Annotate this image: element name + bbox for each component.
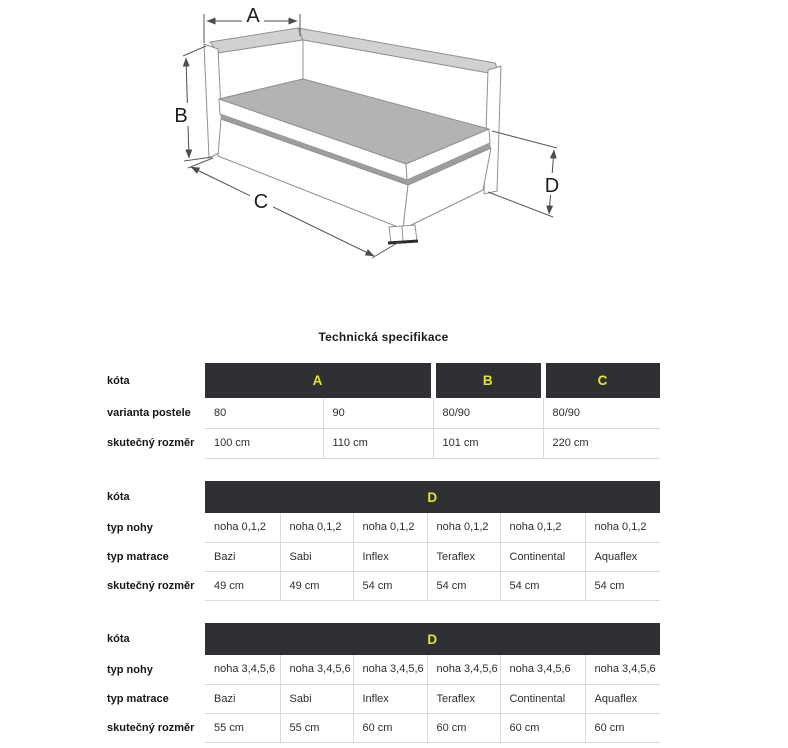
row-label-typ-matrace: typ matrace [107, 542, 205, 571]
front-leg-foot [388, 241, 418, 243]
table-cell: 54 cm [427, 571, 500, 600]
table-cell: noha 0,1,2 [585, 513, 660, 542]
table-cell: 55 cm [280, 713, 353, 742]
table-cell: 80/90 [433, 398, 543, 428]
table-cell: Sabi [280, 684, 353, 713]
table-cell: Aquaflex [585, 542, 660, 571]
table-cell: Continental [500, 684, 585, 713]
table-cell: Teraflex [427, 542, 500, 571]
table-cell: 60 cm [353, 713, 427, 742]
table-cell: 54 cm [353, 571, 427, 600]
bed-diagram-svg [0, 0, 788, 320]
table-row [107, 513, 660, 542]
dim-c-label: C [253, 191, 269, 213]
table-row [107, 713, 660, 742]
table-cell: 60 cm [427, 713, 500, 742]
dim-b-label: B [174, 105, 188, 127]
dim-d-ext-top [492, 131, 557, 148]
header-cell-b: B [433, 363, 543, 398]
table-cell: noha 0,1,2 [427, 513, 500, 542]
row-label-typ-nohy: typ nohy [107, 655, 205, 684]
table-cell: 80 [205, 398, 323, 428]
header-cell-d: D [205, 623, 660, 655]
spec-table-legs-high [107, 623, 660, 743]
table-cell: noha 3,4,5,6 [353, 655, 427, 684]
header-cell-d: D [205, 481, 660, 513]
row-label-typ-matrace: typ matrace [107, 684, 205, 713]
table-cell: 60 cm [500, 713, 585, 742]
table-cell: Continental [500, 542, 585, 571]
table-cell: Teraflex [427, 684, 500, 713]
table-row [107, 623, 660, 655]
row-label-rozmer: skutečný rozměr [107, 713, 205, 742]
row-label-kota: kóta [107, 481, 205, 513]
header-cell-a: A [205, 363, 433, 398]
table-cell: noha 3,4,5,6 [205, 655, 280, 684]
bed-drawing [204, 28, 501, 243]
dim-a-label: A [246, 5, 260, 27]
section-title: Technická specifikace [318, 330, 449, 344]
table-cell: 49 cm [280, 571, 353, 600]
dim-b-ext-top [183, 46, 206, 56]
table-cell: 110 cm [323, 428, 433, 458]
table-row [107, 542, 660, 571]
table-cell: Inflex [353, 684, 427, 713]
row-label-kota: kóta [107, 363, 205, 398]
table-cell: 49 cm [205, 571, 280, 600]
table-row [107, 571, 660, 600]
table-cell: 100 cm [205, 428, 323, 458]
table-row [107, 363, 660, 398]
table-cell: 80/90 [543, 398, 660, 428]
table-cell: Bazi [205, 542, 280, 571]
table-cell: noha 3,4,5,6 [280, 655, 353, 684]
row-label-varianta: varianta postele [107, 398, 205, 428]
table-row [107, 684, 660, 713]
spec-table-legs-low [107, 481, 660, 601]
dim-d-label: D [544, 175, 560, 197]
table-cell: 60 cm [585, 713, 660, 742]
table-cell: noha 3,4,5,6 [585, 655, 660, 684]
bed-dimension-diagram [0, 0, 788, 320]
row-label-rozmer: skutečný rozměr [107, 428, 205, 458]
table-cell: 54 cm [585, 571, 660, 600]
table-cell: noha 0,1,2 [353, 513, 427, 542]
row-label-kota: kóta [107, 623, 205, 655]
table-row [107, 481, 660, 513]
table-cell: 101 cm [433, 428, 543, 458]
spec-table-sizes [107, 363, 660, 459]
row-label-rozmer: skutečný rozměr [107, 571, 205, 600]
table-cell: noha 3,4,5,6 [427, 655, 500, 684]
table-row [107, 428, 660, 458]
table-cell: noha 3,4,5,6 [500, 655, 585, 684]
table-cell: noha 0,1,2 [280, 513, 353, 542]
table-cell: noha 0,1,2 [205, 513, 280, 542]
table-cell: noha 0,1,2 [500, 513, 585, 542]
table-cell: 220 cm [543, 428, 660, 458]
dim-d-ext-bottom [488, 192, 553, 217]
table-cell: Aquaflex [585, 684, 660, 713]
header-cell-c: C [543, 363, 660, 398]
dim-c-ext-right [372, 242, 399, 258]
table-cell: Bazi [205, 684, 280, 713]
table-cell: 90 [323, 398, 433, 428]
table-cell: Inflex [353, 542, 427, 571]
table-cell: Sabi [280, 542, 353, 571]
table-row [107, 655, 660, 684]
table-row [107, 398, 660, 428]
table-cell: 55 cm [205, 713, 280, 742]
table-cell: 54 cm [500, 571, 585, 600]
row-label-typ-nohy: typ nohy [107, 513, 205, 542]
